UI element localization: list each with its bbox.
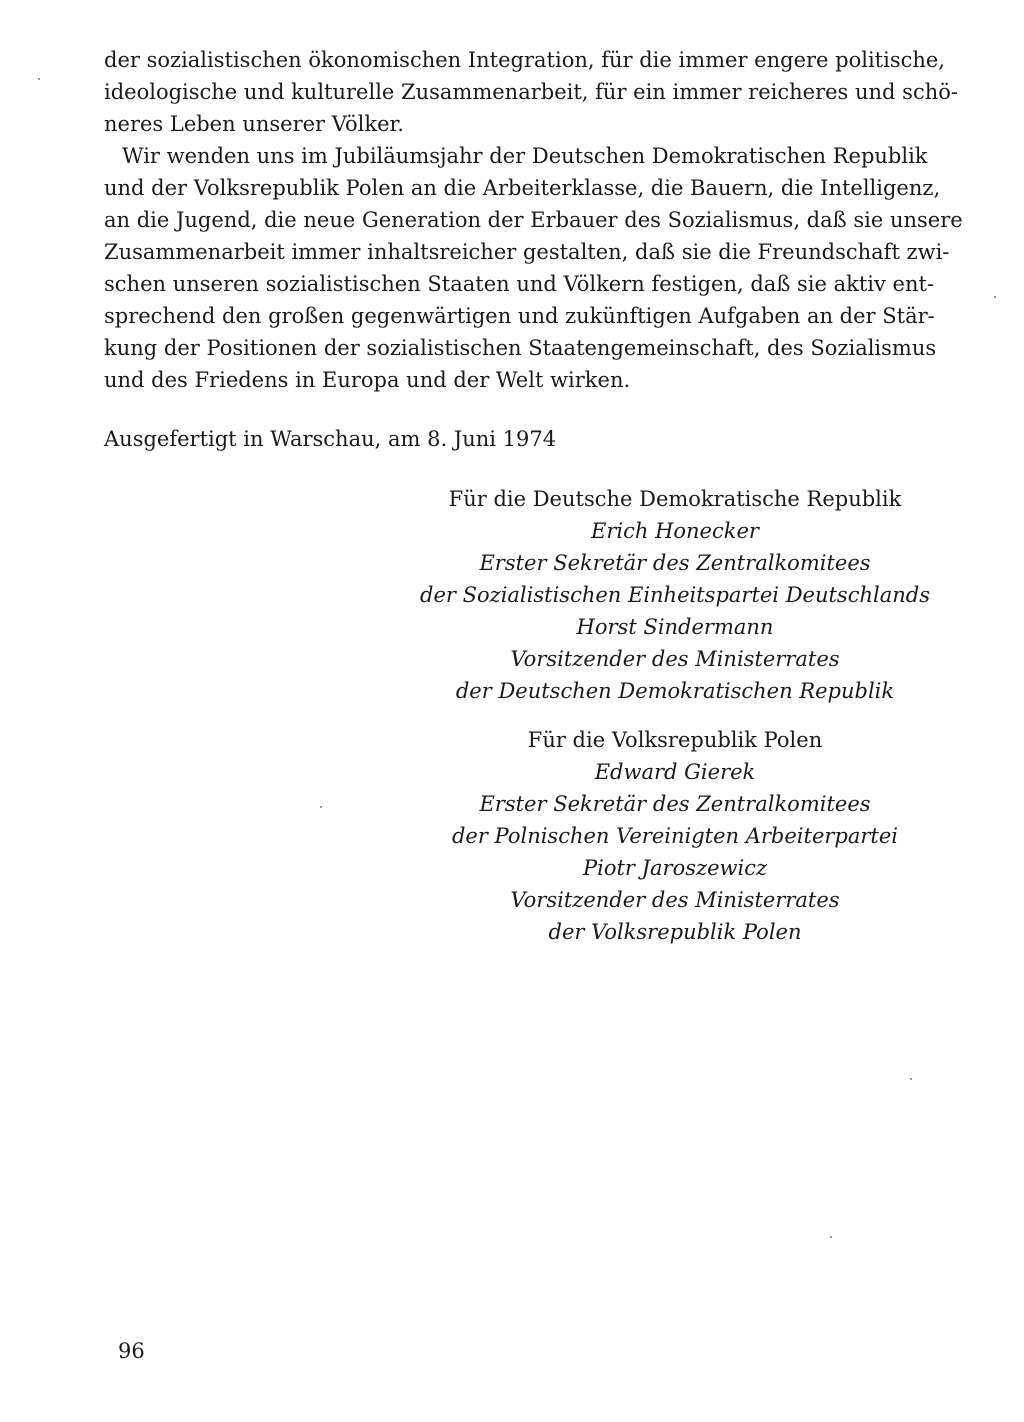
signatory-title: der Deutschen Demokratischen Republik [455, 679, 895, 703]
signatory-title: der Volksrepublik Polen [548, 920, 802, 944]
body-line-10: kung der Positionen der sozialistischen Staatengemeinschaft, des Sozialismus [104, 336, 937, 360]
signatory-title: Erster Sekretär des Zentralkomitees [479, 792, 871, 816]
body-text [104, 44, 963, 396]
signatory-title: Vorsitzender des Ministerrates [510, 647, 840, 671]
signatory-title: Vorsitzender des Ministerrates [510, 888, 840, 912]
body-line-9: sprechend den großen gegenwärtigen und zukünftigen Aufgaben an der Stär- [104, 304, 935, 328]
page-number: 96 [118, 1339, 145, 1363]
body-line-5: und der Volksrepublik Polen an die Arbeiterklasse, die Bauern, die Intelligenz, [104, 176, 941, 200]
signatory-title: der Polnischen Vereinigten Arbeiterpartei [451, 824, 899, 848]
dateline: Ausgefertigt in Warschau, am 8. Juni 1974 [104, 427, 557, 451]
signatory-name: Piotr Jaroszewicz [582, 856, 768, 880]
body-line-2: ideologische und kulturelle Zusammenarbeit, für ein immer reicheres und schö- [104, 80, 958, 104]
signature-block-poland [420, 724, 930, 948]
signatory-title: der Sozialistischen Einheitspartei Deutschlands [420, 583, 930, 607]
body-line-6: an die Jugend, die neue Generation der Erbauer des Sozialismus, daß sie unsere [104, 208, 963, 232]
body-line-3: neres Leben unserer Völker. [104, 112, 404, 136]
body-line-7: Zusammenarbeit immer inhaltsreicher gestalten, daß sie die Freundschaft zwi- [104, 240, 950, 264]
signatory-title: Erster Sekretär des Zentralkomitees [479, 551, 871, 575]
signatory-name: Erich Honecker [591, 519, 759, 543]
scan-speck [38, 78, 40, 80]
scan-speck [910, 1078, 912, 1080]
signature-heading: Für die Deutsche Demokratische Republik [448, 487, 902, 511]
body-line-11: und des Friedens in Europa und der Welt wirken. [104, 368, 631, 392]
body-line-1: der sozialistischen ökonomischen Integration, für die immer engere politische, [104, 48, 945, 72]
signature-heading: Für die Volksrepublik Polen [527, 728, 823, 752]
scan-speck [994, 296, 996, 298]
signature-block-ddr [420, 483, 930, 707]
scan-speck [830, 1236, 832, 1238]
signatory-name: Horst Sindermann [576, 615, 774, 639]
signatory-name: Edward Gierek [594, 760, 756, 784]
body-line-8: schen unseren sozialistischen Staaten und Völkern festigen, daß sie aktiv ent- [104, 272, 935, 296]
body-line-4: Wir wenden uns im Jubiläumsjahr der Deutschen Demokratischen Republik [122, 144, 928, 168]
scan-speck [320, 806, 322, 808]
